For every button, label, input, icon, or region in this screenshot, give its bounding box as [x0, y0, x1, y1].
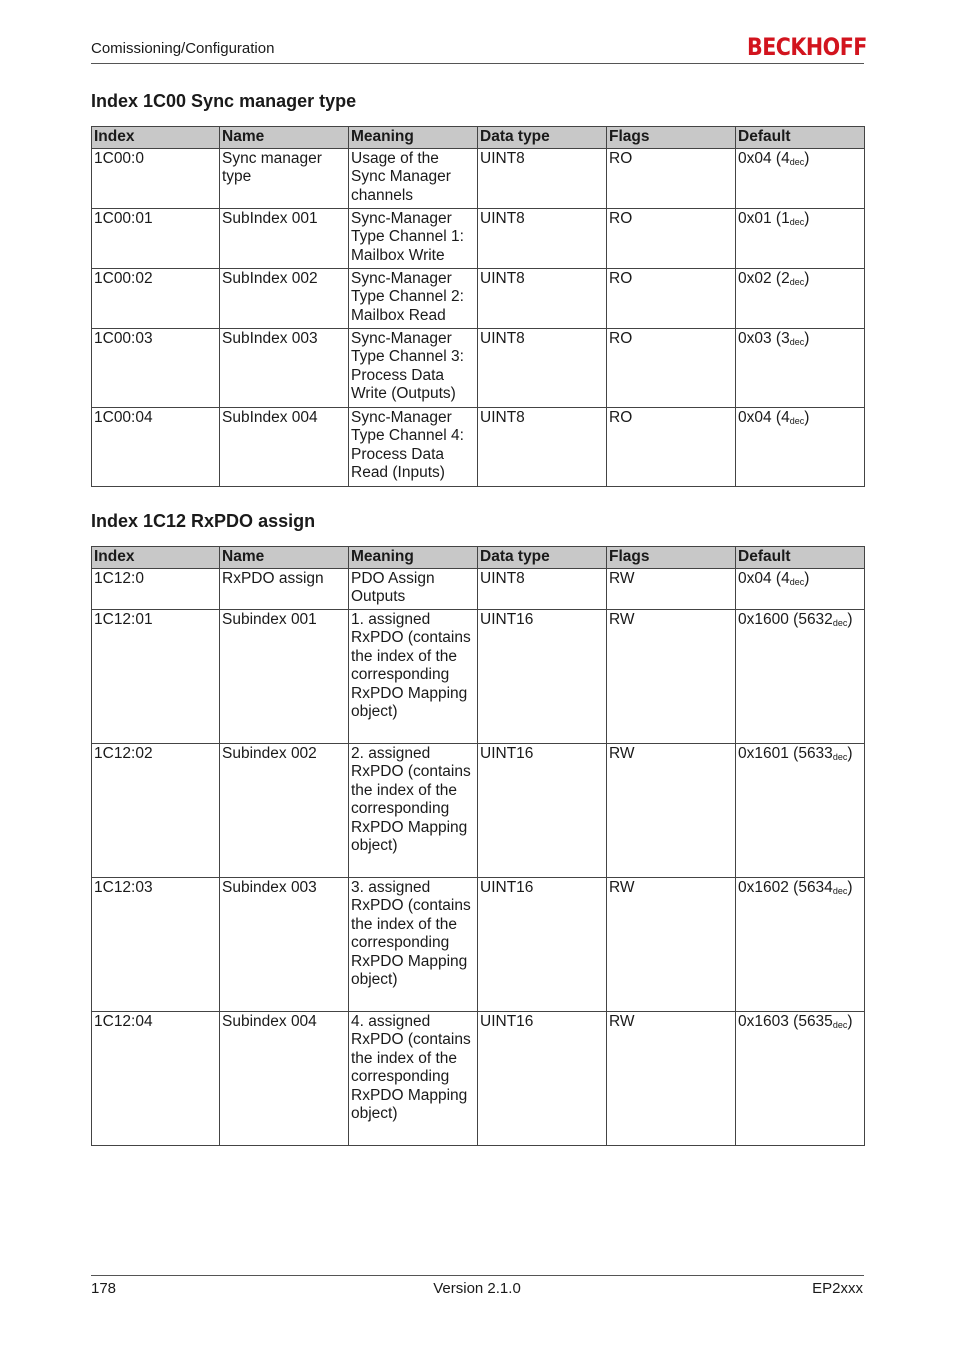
col-meaning: Meaning	[349, 127, 478, 149]
table-row	[92, 568, 865, 609]
table-header-row	[92, 127, 865, 149]
cell-default: 0x04 $(4_{dec})$	[736, 568, 865, 609]
col-index: Index	[92, 127, 220, 149]
table-1c00	[91, 126, 865, 487]
col-default: Default	[736, 127, 865, 149]
cell-meaning: PDO Assign Outputs	[349, 568, 478, 609]
cell-datatype: UINT8	[478, 568, 607, 609]
cell-name: Sync manager type	[220, 148, 349, 208]
cell-datatype: UINT16	[478, 877, 607, 1011]
table-row	[92, 208, 865, 268]
product-label: EP2xxx	[812, 1280, 863, 1297]
footer-divider	[91, 1275, 864, 1276]
cell-datatype: UINT8	[478, 148, 607, 208]
col-flags: Flags	[607, 547, 736, 569]
table-row	[92, 609, 865, 743]
col-flags: Flags	[607, 127, 736, 149]
col-index: Index	[92, 547, 220, 569]
cell-default: 0x04 $(4_{dec})$	[736, 407, 865, 486]
cell-index: 1C12:04	[92, 1011, 220, 1145]
cell-datatype: UINT16	[478, 743, 607, 877]
cell-index: 1C12:0	[92, 568, 220, 609]
page-number: 178	[91, 1280, 117, 1297]
cell-datatype: UINT8	[478, 268, 607, 328]
cell-datatype: UINT8	[478, 208, 607, 268]
cell-name: SubIndex 002	[220, 268, 349, 328]
cell-default: 0x04 $(4_{dec})$	[736, 148, 865, 208]
cell-index: 1C12:03	[92, 877, 220, 1011]
cell-flags: RO	[607, 148, 736, 208]
cell-flags: RW	[607, 743, 736, 877]
cell-default: 0x02 $(2_{dec})$	[736, 268, 865, 328]
cell-flags: RW	[607, 609, 736, 743]
cell-index: 1C00:01	[92, 208, 220, 268]
cell-meaning: 2. assigned RxPDO (contains the index of the corresponding RxPDO Mapping object)	[349, 743, 478, 877]
cell-index: 1C00:0	[92, 148, 220, 208]
cell-meaning: 1. assigned RxPDO (contains the index of the corresponding RxPDO Mapping object)	[349, 609, 478, 743]
cell-meaning: 3. assigned RxPDO (contains the index of the corresponding RxPDO Mapping object)	[349, 877, 478, 1011]
section-title-1c12: Index 1C12 RxPDO assign	[91, 511, 316, 531]
cell-index: 1C00:04	[92, 407, 220, 486]
col-meaning: Meaning	[349, 547, 478, 569]
cell-default: 0x1601 $(5633_{dec})$	[736, 743, 865, 877]
cell-meaning: Sync-Manager Type Channel 4: Process Data Read (Inputs)	[349, 407, 478, 486]
cell-index: 1C12:02	[92, 743, 220, 877]
cell-index: 1C00:03	[92, 328, 220, 407]
cell-flags: RO	[607, 208, 736, 268]
header-divider	[91, 63, 864, 64]
col-datatype: Data type	[478, 127, 607, 149]
col-name: Name	[220, 547, 349, 569]
cell-default: 0x1600 $(5632_{dec})$	[736, 609, 865, 743]
cell-name: SubIndex 003	[220, 328, 349, 407]
cell-default: 0x01 $(1_{dec})$	[736, 208, 865, 268]
cell-default: 0x1602 $(5634_{dec})$	[736, 877, 865, 1011]
cell-name: Subindex 003	[220, 877, 349, 1011]
cell-name: Subindex 001	[220, 609, 349, 743]
cell-meaning: Sync-Manager Type Channel 1: Mailbox Write	[349, 208, 478, 268]
cell-default: 0x1603 $(5635_{dec})$	[736, 1011, 865, 1145]
table-row	[92, 148, 865, 208]
cell-default: 0x03 $(3_{dec})$	[736, 328, 865, 407]
cell-flags: RO	[607, 407, 736, 486]
beckhoff-logo: BECKHOFF	[747, 33, 867, 61]
cell-datatype: UINT16	[478, 1011, 607, 1145]
cell-flags: RO	[607, 268, 736, 328]
table-row	[92, 877, 865, 1011]
cell-datatype: UINT16	[478, 609, 607, 743]
cell-index: 1C00:02	[92, 268, 220, 328]
cell-flags: RW	[607, 1011, 736, 1145]
table-1c12	[91, 546, 865, 1146]
col-name: Name	[220, 127, 349, 149]
cell-meaning: 4. assigned RxPDO (contains the index of the corresponding RxPDO Mapping object)	[349, 1011, 478, 1145]
cell-flags: RW	[607, 877, 736, 1011]
cell-datatype: UINT8	[478, 328, 607, 407]
cell-name: Subindex 004	[220, 1011, 349, 1145]
cell-flags: RW	[607, 568, 736, 609]
cell-flags: RO	[607, 328, 736, 407]
cell-meaning: Usage of the Sync Manager channels	[349, 148, 478, 208]
section-title-1c00: Index 1C00 Sync manager type	[91, 91, 357, 111]
table-header-row	[92, 547, 865, 569]
cell-name: RxPDO assign	[220, 568, 349, 609]
table-row	[92, 743, 865, 877]
cell-index: 1C12:01	[92, 609, 220, 743]
table-row	[92, 1011, 865, 1145]
cell-datatype: UINT8	[478, 407, 607, 486]
cell-name: SubIndex 004	[220, 407, 349, 486]
cell-name: Subindex 002	[220, 743, 349, 877]
version-label: Version 2.1.0	[433, 1280, 521, 1297]
cell-meaning: Sync-Manager Type Channel 2: Mailbox Read	[349, 268, 478, 328]
table-row	[92, 407, 865, 486]
cell-name: SubIndex 001	[220, 208, 349, 268]
table-row	[92, 268, 865, 328]
col-datatype: Data type	[478, 547, 607, 569]
header-section-title: Comissioning/Configuration	[91, 40, 275, 57]
col-default: Default	[736, 547, 865, 569]
cell-meaning: Sync-Manager Type Channel 3: Process Data Write (Outputs)	[349, 328, 478, 407]
table-row	[92, 328, 865, 407]
